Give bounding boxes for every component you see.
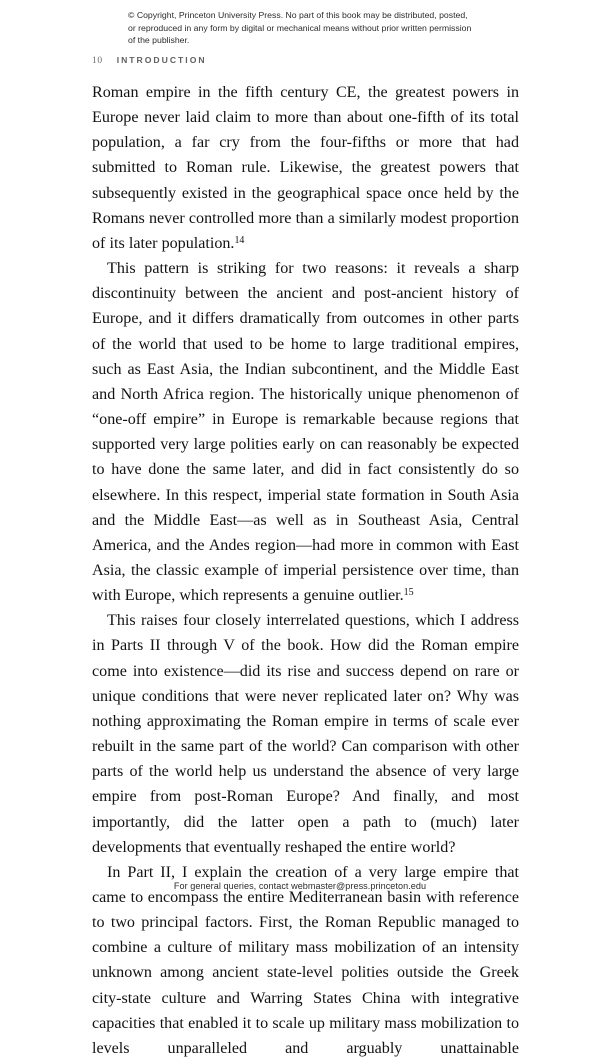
paragraph-3 xyxy=(92,608,519,860)
copyright-notice: © Copyright, Princeton University Press. No part of this book may be distributed, posted, or reproduced in any form by digital or mechanical means without prior written permission of the publisher. xyxy=(128,10,472,46)
page-footer: For general queries, contact webmaster@press.princeton.edu xyxy=(173,881,427,891)
paragraph-3-text: This raises four closely interrelated questions, which I address in Parts II through V of the book. How did the Roman empire come into existence—did its rise and success depend on rare or unique conditions that were never replicated later on? Why was nothing approximating the Roman empire in terms of scale ever rebuilt in the same part of the world? Can comparison with other parts of the world help us understand the absence of very large empire from post-Roman Europe? And finally, and most importantly, did the latter open a path to (much) later developments that eventually reshaped the entire world? xyxy=(92,612,519,856)
page-number: 10 xyxy=(92,56,103,66)
running-header-title: INTRODUCTION xyxy=(116,55,207,65)
paragraph-1-text: Roman empire in the fifth century CE, the greatest powers in Europe never laid claim to more than about one-fifth of its total population, a far cry from the four-fifths or more that had submitted to Roman rule. Likewise, the greatest powers that subsequently existed in the geographical space once held by the Romans never controlled more than a similarly modest proportion of its later population. xyxy=(92,84,519,252)
body-text-block xyxy=(92,80,519,1061)
paragraph-1 xyxy=(92,80,519,256)
footnote-marker-15: 15 xyxy=(403,587,414,599)
running-header xyxy=(92,55,207,66)
paragraph-2-text: This pattern is striking for two reasons: it reveals a sharp discontinuity between the ancient and post-ancient history of Europe, and it differs dramatically from outcomes in other parts of the world that used to be home to large traditional empires, such as East Asia, the Indian subcontinent, and the Middle East and North Africa region. The historically unique phenomenon of “one-off empire” in Europe is remarkable because regions that supported very large polities early on can reasonably be expected to have done the same later, and did in fact consistently do so elsewhere. In this respect, imperial state formation in South Asia and the Middle East—as well as in Southeast Asia, Central America, and the Andes region—had more in common with East Asia, the classic example of imperial persistence over time, than with Europe, which represents a genuine outlier. xyxy=(92,260,519,605)
paragraph-2 xyxy=(92,256,519,608)
paragraph-4-text: In Part II, I explain the creation of a very large empire that came to encompass the entire Mediterranean basin with reference to two principal factors. First, the Roman Republic managed to combine a culture of military mass mobilization of an intensity unknown among ancient state-level polities outside the Greek city-state culture and Warring States China with integrative capacities that enabled it to scale up military mass mobilization to levels unparalleled and arguably unattainable xyxy=(92,863,519,1057)
footnote-marker-14: 14 xyxy=(234,235,245,247)
